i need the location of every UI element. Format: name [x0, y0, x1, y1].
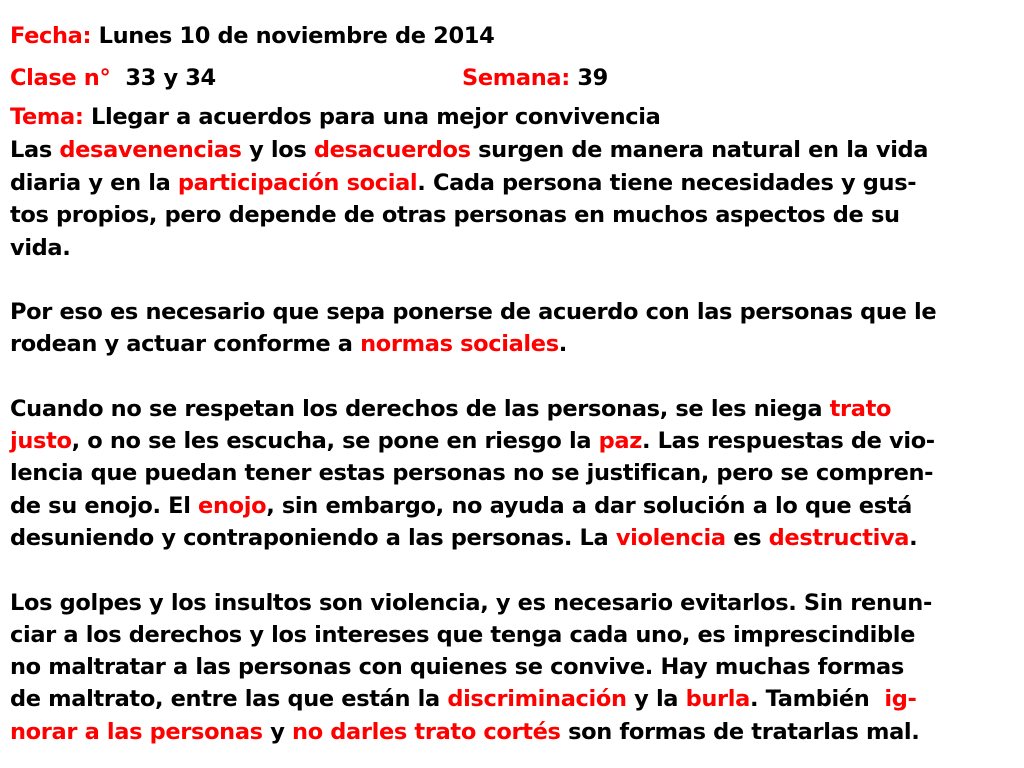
text-run: .: [558, 331, 567, 357]
paragraph3-line4: [10, 490, 912, 522]
text-run: y la: [626, 686, 686, 712]
highlight-term: discriminación: [447, 686, 627, 712]
highlight-term: participación social: [177, 170, 418, 196]
paragraph4-line5: [10, 716, 919, 748]
semana-label: Semana:: [462, 65, 570, 91]
highlight-term: norar a las personas: [10, 719, 263, 745]
highlight-term: desacuerdos: [313, 137, 471, 163]
paragraph4-line1: Los golpes y los insultos son violencia, y es necesario evitarlos. Sin renun-: [10, 590, 932, 616]
paragraph3-line5: [10, 522, 917, 554]
text-run: y: [262, 719, 293, 745]
semana-line: [462, 62, 608, 94]
highlight-term: burla: [685, 686, 750, 712]
text-run: surgen de manera natural en la vida: [470, 137, 929, 163]
paragraph4-line2: ciar a los derechos y los intereses que tenga cada uno, es imprescindible: [10, 622, 916, 648]
paragraph4-line4: [10, 683, 916, 715]
text-run: y los: [241, 137, 314, 163]
text-run: de maltrato, entre las que están la: [10, 686, 448, 712]
fecha-line: [10, 20, 494, 52]
text-run: diaria y en la: [10, 170, 178, 196]
text-run: es: [725, 525, 769, 551]
highlight-term: enojo: [198, 493, 267, 519]
text-run: .: [909, 525, 918, 551]
paragraph1-line2: [10, 167, 916, 199]
tema-line: [10, 101, 660, 133]
semana-value: 39: [577, 65, 608, 91]
fecha-value: Lunes 10 de noviembre de 2014: [98, 23, 495, 49]
text-run: Las: [10, 137, 60, 163]
highlight-term: trato: [829, 396, 892, 422]
tema-label: Tema:: [10, 104, 84, 130]
tema-value: Llegar a acuerdos para una mejor convivencia: [90, 104, 661, 130]
clase-line: [10, 62, 216, 94]
paragraph2-line2: [10, 328, 567, 360]
text-run: . También: [750, 686, 885, 712]
text-run: desuniendo y contraponiendo a las personas. La: [10, 525, 616, 551]
highlight-term: desavenencias: [59, 137, 242, 163]
fecha-label: Fecha:: [10, 23, 92, 49]
highlight-term: normas sociales: [360, 331, 559, 357]
highlight-term: paz: [598, 428, 642, 454]
text-run: , o no se les escucha, se pone en riesgo la: [71, 428, 599, 454]
highlight-term: ig-: [884, 686, 917, 712]
paragraph4-line3: no maltratar a las personas con quienes se convive. Hay muchas formas: [10, 654, 904, 680]
text-run: de su enojo. El: [10, 493, 199, 519]
text-run: Cuando no se respetan los derechos de las personas, se les niega: [10, 396, 830, 422]
text-run: son formas de tratarlas mal.: [560, 719, 920, 745]
paragraph1-line1: [10, 134, 928, 166]
text-run: , sin embargo, no ayuda a dar solución a lo que está: [266, 493, 912, 519]
highlight-term: no darles trato cortés: [292, 719, 561, 745]
paragraph3-line1: [10, 393, 891, 425]
clase-value: 33 y 34: [125, 65, 216, 91]
paragraph3-line3: lencia que puedan tener estas personas no se justifican, pero se compren-: [10, 460, 934, 486]
paragraph3-line2: [10, 425, 935, 457]
paragraph1-line3: tos propios, pero depende de otras personas en muchos aspectos de su: [10, 202, 900, 228]
paragraph1-line4: vida.: [10, 235, 71, 261]
highlight-term: justo: [10, 428, 72, 454]
text-run: . Cada persona tiene necesidades y gus-: [417, 170, 917, 196]
text-run: rodean y actuar conforme a: [10, 331, 361, 357]
paragraph2-line1: Por eso es necesario que sepa ponerse de acuerdo con las personas que le: [10, 299, 937, 325]
highlight-term: destructiva: [768, 525, 910, 551]
clase-label: Clase n°: [10, 65, 111, 91]
text-run: . Las respuestas de vio-: [642, 428, 935, 454]
highlight-term: violencia: [615, 525, 726, 551]
